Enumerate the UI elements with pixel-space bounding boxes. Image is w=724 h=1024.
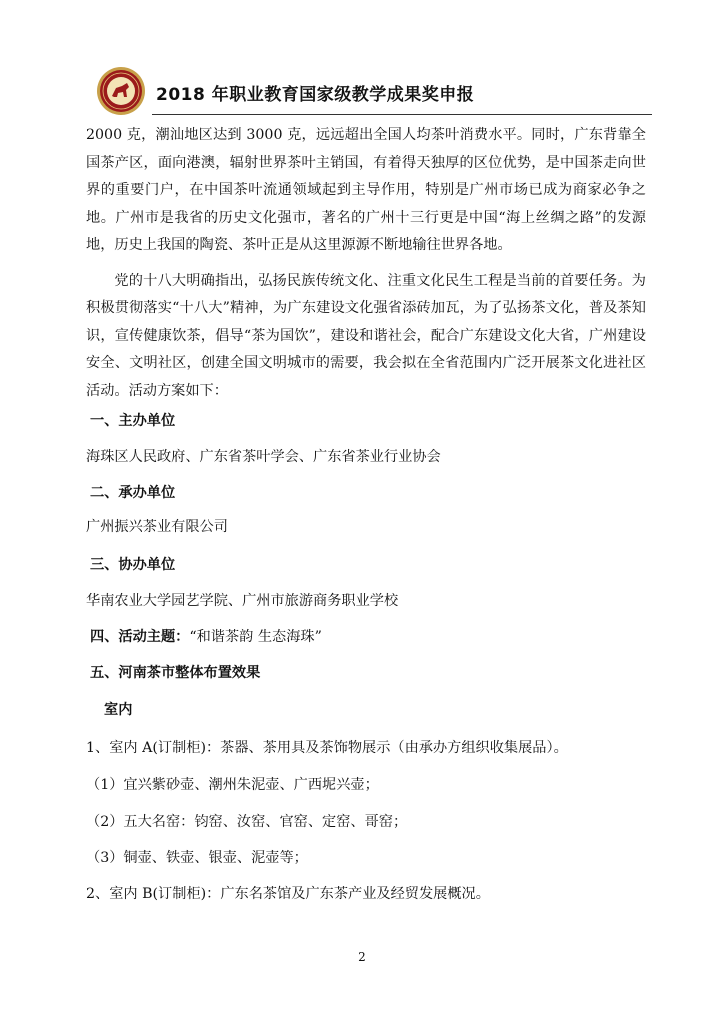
undertaker-heading: 二、承办单位 bbox=[90, 485, 176, 501]
layout-heading: 五、河南茶市整体布置效果 bbox=[90, 665, 261, 681]
institution-logo bbox=[96, 66, 146, 116]
page-header bbox=[96, 66, 656, 122]
page-number: 2 bbox=[358, 950, 366, 964]
indoor-sub-item-3: （3）铜壶、铁壶、银壶、泥壶等； bbox=[86, 850, 308, 866]
indoor-item-a: 1、室内 A(订制柜)：茶器、茶用具及茶饰物展示（由承办方组织收集展品）。 bbox=[86, 740, 568, 756]
theme-heading: 四、活动主题： bbox=[90, 629, 190, 645]
indoor-sub-item-2: （2）五大名窑：钧窑、汝窑、官窑、定窑、哥窑； bbox=[86, 814, 408, 830]
indoor-item-b: 2、室内 B(订制柜)：广东名茶馆及广东茶产业及经贸发展概况。 bbox=[86, 886, 490, 902]
organizer-text: 海珠区人民政府、广东省茶叶学会、广东省茶业行业协会 bbox=[86, 449, 441, 465]
co-organizer-text: 华南农业大学园艺学院、广州市旅游商务职业学校 bbox=[86, 593, 399, 609]
second-paragraph: 党的十八大明确指出，弘扬民族传统文化、注重文化民生工程是当前的首要任务。为积极贯彻落实“十八大”精神，为广东建设文化强省添砖加瓦，为了弘扬茶文化，普及茶知识，宣传健康饮茶，倡导“茶为国饮”，建设和谐社会，配合广东建设文化大省，广州建设安全、文明社区，创建全国文明城市的需要，我会拟在全省范围内广泛开展茶文化进社区活动。活动方案如下： bbox=[86, 272, 646, 399]
header-divider bbox=[152, 114, 652, 115]
header-title: 2018 年职业教育国家级教学成果奖申报 bbox=[156, 85, 475, 105]
undertaker-text: 广州振兴茶业有限公司 bbox=[86, 519, 228, 535]
indoor-heading: 室内 bbox=[104, 702, 133, 718]
indoor-sub-item-1: （1）宜兴紫砂壶、潮州朱泥壶、广西坭兴壶； bbox=[86, 777, 379, 793]
intro-paragraph: 2000 克，潮汕地区达到 3000 克，远远超出全国人均茶叶消费水平。同时，广东背靠全国茶产区，面向港澳，辐射世界茶叶主销国，有着得天独厚的区位优势，是中国茶走向世界的重要门户，在中国茶叶流通领域起到主导作用，特别是广州市场已成为商家必争之地。广州市是我省的历史文化强市，著名的广州十三行更是中国“海上丝绸之路”的发源地，历史上我国的陶瓷、茶叶正是从这里源源不断地输往世界各地。 bbox=[86, 127, 646, 253]
co-organizer-heading: 三、协办单位 bbox=[90, 557, 176, 573]
main-content bbox=[86, 122, 646, 405]
theme-text: “和谐茶韵 生态海珠” bbox=[189, 629, 322, 645]
organizer-heading: 一、主办单位 bbox=[90, 413, 176, 429]
theme-line bbox=[86, 626, 322, 646]
